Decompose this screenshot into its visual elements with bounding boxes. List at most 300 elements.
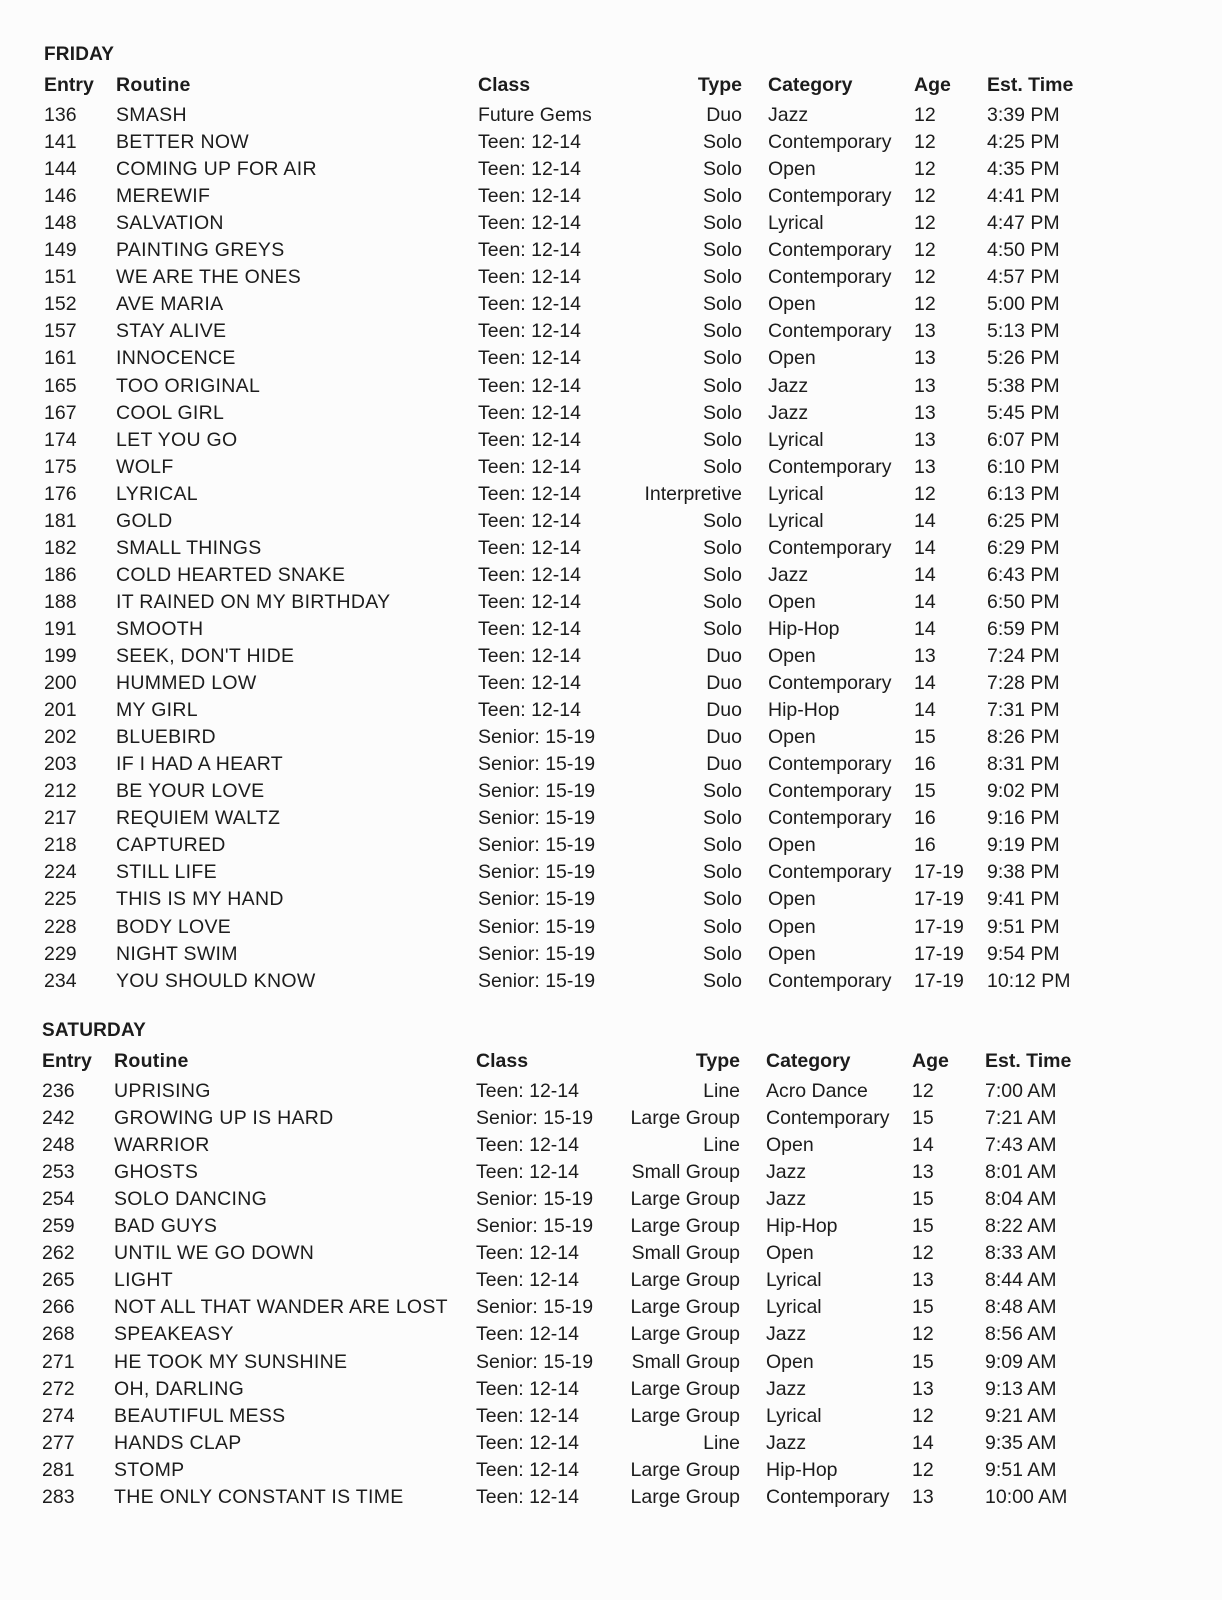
time-cell: 6:59 PM — [987, 617, 1060, 640]
class-cell: Teen: 12-14 — [478, 158, 581, 181]
category-cell: Contemporary — [768, 185, 892, 208]
age-cell: 12 — [912, 1458, 934, 1481]
type-cell: Solo — [702, 861, 742, 884]
entry-cell: 167 — [44, 401, 77, 424]
header-type: Type — [697, 74, 742, 96]
table-row — [42, 1213, 1222, 1240]
time-cell: 6:13 PM — [987, 482, 1060, 505]
table-row — [42, 1132, 1222, 1159]
routine-cell: BE YOUR LOVE — [116, 780, 265, 803]
category-cell: Contemporary — [766, 1107, 890, 1130]
class-cell: Teen: 12-14 — [478, 699, 581, 722]
routine-cell: CAPTURED — [116, 834, 226, 857]
entry-cell: 182 — [44, 536, 77, 559]
time-cell: 9:09 AM — [985, 1350, 1057, 1373]
entry-cell: 149 — [44, 239, 77, 262]
table-row — [44, 264, 1222, 291]
time-cell: 9:51 PM — [987, 915, 1060, 938]
category-cell: Contemporary — [768, 536, 892, 559]
age-cell: 16 — [914, 807, 936, 830]
time-cell: 4:50 PM — [987, 239, 1060, 262]
class-cell: Teen: 12-14 — [476, 1242, 579, 1265]
entry-cell: 202 — [44, 726, 77, 749]
table-row — [44, 805, 1222, 832]
type-cell: Duo — [706, 726, 742, 749]
routine-cell: NOT ALL THAT WANDER ARE LOST — [114, 1296, 448, 1319]
type-cell: Solo — [702, 428, 742, 451]
class-cell: Future Gems — [478, 104, 592, 126]
age-cell: 15 — [914, 726, 936, 749]
routine-cell: TOO ORIGINAL — [116, 374, 261, 397]
table-row — [42, 1159, 1222, 1186]
entry-cell: 274 — [42, 1404, 75, 1427]
class-cell: Senior: 15-19 — [478, 807, 596, 830]
entry-cell: 248 — [42, 1134, 75, 1157]
class-cell: Teen: 12-14 — [476, 1161, 579, 1184]
category-cell: Open — [768, 942, 816, 965]
header-age: Age — [914, 74, 951, 96]
class-cell: Teen: 12-14 — [478, 320, 581, 343]
category-cell: Contemporary — [768, 861, 892, 884]
table-row — [44, 886, 1222, 913]
entry-cell: 262 — [42, 1242, 75, 1265]
entry-cell: 281 — [42, 1458, 75, 1481]
time-cell: 6:29 PM — [987, 536, 1060, 559]
type-cell: Solo — [702, 563, 742, 586]
category-cell: Open — [768, 158, 816, 181]
header-type: Type — [695, 1050, 740, 1072]
age-cell: 13 — [914, 645, 936, 667]
section-title: FRIDAY — [44, 44, 115, 65]
routine-cell: NIGHT SWIM — [116, 942, 238, 965]
age-cell: 14 — [914, 617, 936, 640]
table-row — [42, 1484, 1222, 1511]
age-cell: 14 — [914, 563, 936, 586]
entry-cell: 272 — [42, 1377, 75, 1400]
time-cell: 9:21 AM — [985, 1404, 1057, 1427]
type-cell: Large Group — [630, 1107, 740, 1130]
entry-cell: 266 — [42, 1296, 75, 1319]
type-cell: Solo — [702, 780, 742, 803]
class-cell: Senior: 15-19 — [476, 1188, 594, 1211]
time-cell: 5:45 PM — [987, 401, 1060, 424]
age-cell: 17-19 — [914, 942, 964, 965]
header-category: Category — [768, 74, 853, 96]
age-cell: 12 — [914, 131, 936, 154]
category-cell: Open — [766, 1134, 814, 1157]
table-row — [44, 508, 1222, 535]
class-cell: Senior: 15-19 — [478, 780, 596, 803]
type-cell: Solo — [702, 969, 742, 992]
time-cell: 7:31 PM — [987, 699, 1060, 722]
routine-cell: STOMP — [114, 1458, 185, 1481]
class-cell: Teen: 12-14 — [478, 617, 581, 640]
type-cell: Solo — [702, 266, 742, 289]
routine-cell: MY GIRL — [116, 699, 198, 722]
entry-cell: 176 — [44, 482, 77, 505]
entry-cell: 151 — [44, 266, 77, 289]
table-row — [44, 454, 1222, 481]
entry-cell: 228 — [44, 915, 77, 938]
class-cell: Teen: 12-14 — [478, 563, 581, 586]
category-cell: Lyrical — [768, 428, 824, 451]
routine-cell: THIS IS MY HAND — [116, 888, 284, 911]
routine-cell: COMING UP FOR AIR — [116, 158, 317, 181]
age-cell: 17-19 — [914, 861, 964, 884]
class-cell: Senior: 15-19 — [476, 1107, 594, 1130]
category-cell: Open — [768, 888, 816, 911]
time-cell: 8:26 PM — [987, 726, 1060, 749]
type-cell: Solo — [702, 131, 742, 154]
age-cell: 15 — [912, 1350, 934, 1373]
table-row — [42, 1457, 1222, 1484]
category-cell: Contemporary — [768, 266, 892, 289]
entry-cell: 253 — [42, 1161, 75, 1184]
time-cell: 6:25 PM — [987, 509, 1060, 532]
time-cell: 4:57 PM — [987, 266, 1060, 289]
table-row — [44, 697, 1222, 724]
entry-cell: 199 — [44, 645, 77, 667]
class-cell: Senior: 15-19 — [478, 861, 596, 884]
type-cell: Solo — [702, 536, 742, 559]
routine-cell: SEEK, DON'T HIDE — [116, 645, 295, 667]
time-cell: 5:38 PM — [987, 374, 1060, 397]
table-row — [42, 1376, 1222, 1403]
class-cell: Teen: 12-14 — [478, 455, 581, 478]
type-cell: Duo — [706, 699, 742, 722]
class-cell: Teen: 12-14 — [478, 536, 581, 559]
age-cell: 16 — [914, 753, 936, 776]
header-class: Class — [476, 1050, 529, 1072]
header-routine: Routine — [114, 1050, 189, 1072]
entry-cell: 201 — [44, 699, 77, 722]
age-cell: 15 — [914, 780, 936, 803]
class-cell: Senior: 15-19 — [476, 1215, 594, 1238]
class-cell: Teen: 12-14 — [476, 1377, 579, 1400]
time-cell: 4:41 PM — [987, 185, 1060, 208]
routine-cell: WARRIOR — [114, 1134, 210, 1157]
time-cell: 9:41 PM — [987, 888, 1060, 911]
category-cell: Contemporary — [768, 239, 892, 262]
class-cell: Teen: 12-14 — [478, 374, 581, 397]
routine-cell: LYRICAL — [116, 482, 198, 505]
time-cell: 9:54 PM — [987, 942, 1060, 965]
time-cell: 5:13 PM — [987, 320, 1060, 343]
table-row — [42, 1240, 1222, 1267]
category-cell: Open — [766, 1242, 814, 1265]
routine-cell: IT RAINED ON MY BIRTHDAY — [116, 590, 391, 613]
entry-cell: 254 — [42, 1188, 75, 1211]
type-cell: Large Group — [630, 1485, 740, 1508]
time-cell: 8:48 AM — [985, 1296, 1057, 1319]
time-cell: 8:44 AM — [985, 1269, 1057, 1292]
category-cell: Open — [768, 645, 816, 667]
routine-cell: YOU SHOULD KNOW — [116, 969, 316, 992]
table-row — [44, 535, 1222, 562]
age-cell: 12 — [914, 266, 936, 289]
age-cell: 13 — [914, 374, 936, 397]
age-cell: 13 — [912, 1485, 934, 1508]
category-cell: Lyrical — [766, 1404, 822, 1427]
type-cell: Large Group — [630, 1296, 740, 1319]
age-cell: 14 — [912, 1431, 934, 1454]
age-cell: 12 — [914, 212, 936, 235]
entry-cell: 271 — [42, 1350, 75, 1373]
type-cell: Duo — [706, 753, 742, 776]
class-cell: Teen: 12-14 — [478, 428, 581, 451]
class-cell: Teen: 12-14 — [478, 401, 581, 424]
class-cell: Teen: 12-14 — [476, 1404, 579, 1427]
routine-cell: PAINTING GREYS — [116, 239, 285, 262]
age-cell: 17-19 — [914, 915, 964, 938]
entry-cell: 229 — [44, 942, 77, 965]
type-cell: Solo — [702, 239, 742, 262]
type-cell: Solo — [702, 401, 742, 424]
category-cell: Contemporary — [768, 131, 892, 154]
age-cell: 14 — [914, 509, 936, 532]
routine-cell: MEREWIF — [116, 185, 211, 208]
table-row — [44, 102, 1222, 129]
time-cell: 5:00 PM — [987, 293, 1060, 316]
entry-cell: 188 — [44, 590, 77, 613]
entry-cell: 242 — [42, 1107, 75, 1130]
section-title: SATURDAY — [42, 1020, 147, 1041]
age-cell: 15 — [912, 1296, 934, 1319]
time-cell: 9:13 AM — [985, 1377, 1057, 1400]
table-row — [44, 210, 1222, 237]
time-cell: 7:43 AM — [985, 1134, 1057, 1157]
table-row — [44, 183, 1222, 210]
age-cell: 14 — [914, 672, 936, 695]
table-row — [44, 914, 1222, 941]
entry-cell: 175 — [44, 455, 77, 478]
type-cell: Duo — [706, 104, 742, 126]
time-cell: 6:43 PM — [987, 563, 1060, 586]
entry-cell: 161 — [44, 347, 77, 370]
entry-cell: 225 — [44, 888, 77, 911]
table-row — [44, 589, 1222, 616]
time-cell: 7:21 AM — [985, 1107, 1057, 1130]
time-cell: 8:56 AM — [985, 1323, 1057, 1346]
type-cell: Solo — [702, 834, 742, 857]
class-cell: Teen: 12-14 — [478, 645, 581, 667]
age-cell: 12 — [912, 1404, 934, 1427]
age-cell: 17-19 — [914, 969, 964, 992]
time-cell: 4:35 PM — [987, 158, 1060, 181]
time-cell: 3:39 PM — [987, 104, 1060, 126]
time-cell: 6:50 PM — [987, 590, 1060, 613]
table-row — [44, 427, 1222, 454]
age-cell: 12 — [914, 158, 936, 181]
routine-cell: LIGHT — [114, 1269, 173, 1292]
entry-cell: 265 — [42, 1269, 75, 1292]
category-cell: Lyrical — [768, 482, 824, 505]
type-cell: Solo — [702, 617, 742, 640]
table-row — [42, 1294, 1222, 1321]
age-cell: 13 — [914, 347, 936, 370]
category-cell: Jazz — [768, 374, 809, 397]
age-cell: 13 — [914, 455, 936, 478]
class-cell: Senior: 15-19 — [478, 726, 596, 749]
type-cell: Solo — [702, 807, 742, 830]
age-cell: 12 — [914, 185, 936, 208]
class-cell: Teen: 12-14 — [478, 590, 581, 613]
entry-cell: 224 — [44, 861, 77, 884]
class-cell: Teen: 12-14 — [478, 293, 581, 316]
category-cell: Contemporary — [768, 672, 892, 695]
table-row — [44, 616, 1222, 643]
routine-cell: HANDS CLAP — [114, 1431, 242, 1454]
table-row — [44, 562, 1222, 589]
routine-cell: COLD HEARTED SNAKE — [116, 563, 346, 586]
routine-cell: SMALL THINGS — [116, 536, 262, 559]
time-cell: 9:38 PM — [987, 861, 1060, 884]
routine-cell: GOLD — [116, 509, 173, 532]
category-cell: Lyrical — [768, 509, 824, 532]
age-cell: 16 — [914, 834, 936, 857]
class-cell: Senior: 15-19 — [476, 1350, 594, 1373]
age-cell: 15 — [912, 1188, 934, 1211]
routine-cell: GHOSTS — [114, 1161, 199, 1184]
class-cell: Teen: 12-14 — [476, 1080, 579, 1102]
category-cell: Contemporary — [768, 320, 892, 343]
entry-cell: 268 — [42, 1323, 75, 1346]
category-cell: Open — [768, 347, 816, 370]
type-cell: Small Group — [631, 1161, 740, 1184]
time-cell: 7:00 AM — [985, 1080, 1057, 1102]
age-cell: 12 — [914, 482, 936, 505]
table-row — [44, 237, 1222, 264]
class-cell: Teen: 12-14 — [476, 1458, 579, 1481]
category-cell: Jazz — [768, 401, 809, 424]
entry-cell: 203 — [44, 753, 77, 776]
table-row — [42, 1430, 1222, 1457]
type-cell: Small Group — [631, 1350, 740, 1373]
age-cell: 12 — [912, 1080, 934, 1102]
table-row — [42, 1321, 1222, 1348]
type-cell: Solo — [702, 212, 742, 235]
header-routine: Routine — [116, 74, 191, 96]
class-cell: Senior: 15-19 — [476, 1296, 594, 1319]
table-header — [44, 72, 1222, 99]
entry-cell: 191 — [44, 617, 77, 640]
category-cell: Contemporary — [766, 1485, 890, 1508]
entry-cell: 212 — [44, 780, 77, 803]
table-row — [42, 1403, 1222, 1430]
header-age: Age — [912, 1050, 949, 1072]
table-row — [42, 1078, 1222, 1105]
routine-cell: BLUEBIRD — [116, 726, 216, 749]
type-cell: Solo — [702, 590, 742, 613]
routine-cell: GROWING UP IS HARD — [114, 1107, 334, 1130]
routine-cell: WOLF — [116, 455, 174, 478]
time-cell: 4:47 PM — [987, 212, 1060, 235]
age-cell: 12 — [914, 239, 936, 262]
routine-cell: STILL LIFE — [116, 861, 217, 884]
routine-cell: HUMMED LOW — [116, 672, 257, 695]
class-cell: Senior: 15-19 — [478, 915, 596, 938]
table-row — [44, 751, 1222, 778]
type-cell: Solo — [702, 185, 742, 208]
time-cell: 7:24 PM — [987, 645, 1060, 667]
type-cell: Solo — [702, 942, 742, 965]
age-cell: 12 — [914, 293, 936, 316]
age-cell: 14 — [914, 699, 936, 722]
age-cell: 13 — [912, 1161, 934, 1184]
category-cell: Lyrical — [766, 1269, 822, 1292]
time-cell: 9:35 AM — [985, 1431, 1057, 1454]
time-cell: 10:12 PM — [987, 969, 1071, 992]
class-cell: Teen: 12-14 — [476, 1269, 579, 1292]
class-cell: Teen: 12-14 — [478, 509, 581, 532]
age-cell: 13 — [914, 320, 936, 343]
category-cell: Jazz — [768, 104, 809, 126]
header-time: Est. Time — [985, 1050, 1072, 1072]
type-cell: Solo — [702, 158, 742, 181]
type-cell: Large Group — [630, 1215, 740, 1238]
entry-cell: 152 — [44, 293, 77, 316]
routine-cell: IF I HAD A HEART — [116, 753, 283, 776]
entry-cell: 277 — [42, 1431, 75, 1454]
type-cell: Duo — [706, 672, 742, 695]
type-cell: Line — [703, 1431, 740, 1454]
age-cell: 13 — [912, 1269, 934, 1292]
type-cell: Solo — [702, 888, 742, 911]
routine-cell: SPEAKEASY — [114, 1323, 234, 1346]
category-cell: Open — [768, 726, 816, 749]
routine-cell: BETTER NOW — [116, 131, 249, 154]
routine-cell: SMASH — [116, 104, 187, 126]
table-row — [44, 643, 1222, 670]
routine-cell: BODY LOVE — [116, 915, 232, 938]
type-cell: Large Group — [630, 1188, 740, 1211]
header-entry: Entry — [42, 1050, 92, 1072]
type-cell: Large Group — [630, 1404, 740, 1427]
table-row — [44, 724, 1222, 751]
type-cell: Large Group — [630, 1269, 740, 1292]
type-cell: Solo — [702, 455, 742, 478]
table-row — [42, 1105, 1222, 1132]
age-cell: 15 — [912, 1107, 934, 1130]
time-cell: 10:00 AM — [985, 1485, 1068, 1508]
class-cell: Teen: 12-14 — [476, 1323, 579, 1346]
category-cell: Lyrical — [768, 212, 824, 235]
age-cell: 13 — [912, 1377, 934, 1400]
class-cell: Teen: 12-14 — [478, 131, 581, 154]
entry-cell: 144 — [44, 158, 77, 181]
age-cell: 14 — [914, 590, 936, 613]
age-cell: 12 — [912, 1323, 934, 1346]
class-cell: Senior: 15-19 — [478, 834, 596, 857]
type-cell: Large Group — [630, 1377, 740, 1400]
class-cell: Teen: 12-14 — [478, 347, 581, 370]
entry-cell: 148 — [44, 212, 77, 235]
time-cell: 9:02 PM — [987, 780, 1060, 803]
type-cell: Interpretive — [644, 482, 742, 505]
table-row — [44, 778, 1222, 805]
type-cell: Solo — [702, 320, 742, 343]
class-cell: Teen: 12-14 — [478, 482, 581, 505]
type-cell: Solo — [702, 374, 742, 397]
entry-cell: 259 — [42, 1215, 75, 1238]
entry-cell: 141 — [44, 131, 77, 154]
table-row — [44, 832, 1222, 859]
entry-cell: 165 — [44, 374, 77, 397]
class-cell: Teen: 12-14 — [478, 266, 581, 289]
time-cell: 8:33 AM — [985, 1242, 1057, 1265]
time-cell: 6:10 PM — [987, 455, 1060, 478]
table-row — [44, 156, 1222, 183]
